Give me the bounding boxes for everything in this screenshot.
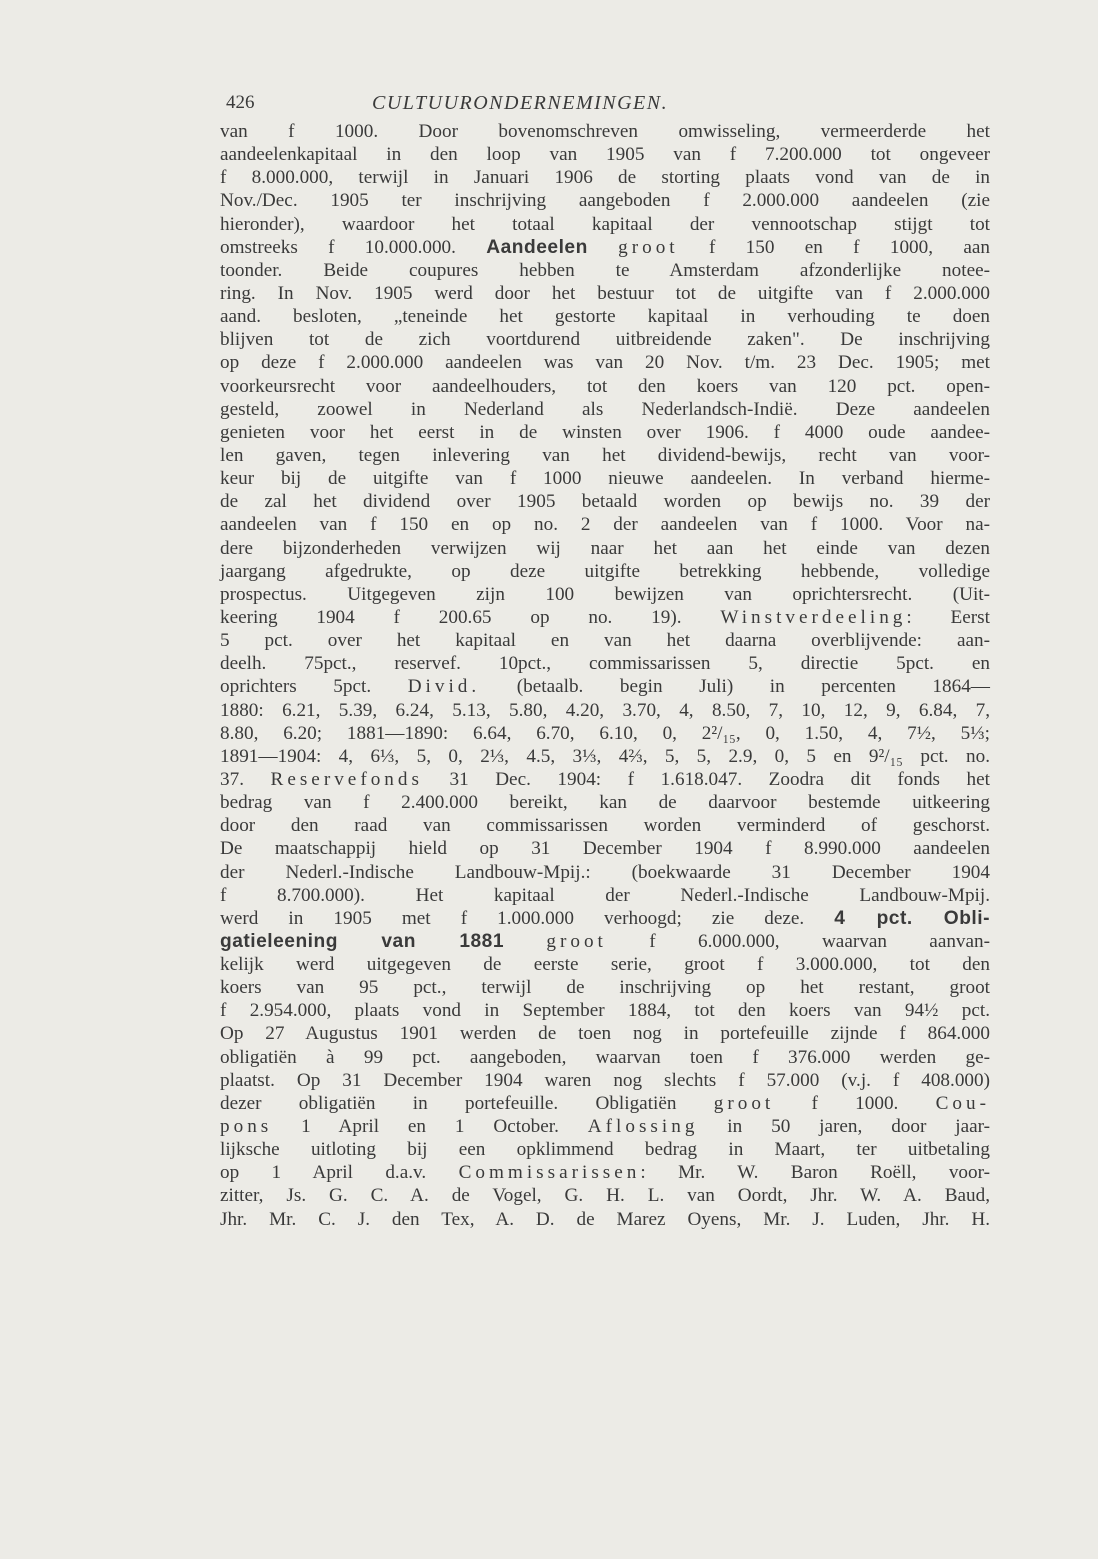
text-line <box>220 560 990 583</box>
spaced-term: pons <box>220 1116 273 1138</box>
text-run: len gaven, tegen inlevering van het dividend-bewijs, recht van voor- <box>220 444 990 466</box>
text-run: dezer obligatiën in portefeuille. Obligatiën <box>220 1092 714 1114</box>
text-line <box>220 1046 990 1069</box>
text-run: op deze f 2.000.000 aandeelen was van 20 Nov. t/m. 23 Dec. 1905; met <box>220 352 990 374</box>
text-run <box>588 237 618 258</box>
text-run: prospectus. Uitgegeven zijn 100 bewijzen van oprichtersrecht. (Uit- <box>220 583 990 605</box>
text-run: f 150 en f 1000, aan <box>678 236 990 258</box>
text-line <box>220 1092 990 1115</box>
text-run: keering 1904 f 200.65 op no. 19). <box>220 606 721 628</box>
text-line <box>220 513 990 536</box>
text-line <box>220 814 990 837</box>
text-run: kelijk werd uitgegeven de eerste serie, groot f 3.000.000, tot den <box>220 954 990 976</box>
text-line <box>220 999 990 1022</box>
text-run: De maatschappij hield op 31 December 1904 f 8.990.000 aandeelen <box>220 838 990 860</box>
text-run: : Mr. W. Baron Roëll, voor- <box>640 1162 990 1184</box>
text-line <box>220 467 990 490</box>
text-line <box>220 444 990 467</box>
text-run: Jhr. Mr. C. J. den Tex, A. D. de Marez Oyens, Mr. J. Luden, Jhr. H. <box>220 1208 990 1230</box>
text-line <box>220 675 990 698</box>
text-line <box>220 791 990 814</box>
spaced-term: groot <box>713 1092 775 1114</box>
text-run: f 2.954.000, plaats vond in September 1884, tot den koers van 94½ pct. <box>220 1000 990 1022</box>
text-line <box>220 398 990 421</box>
text-run: omstreeks f 10.000.000. <box>220 236 487 258</box>
text-line <box>220 1115 990 1138</box>
text-run: 8.80, 6.20; 1881—1890: 6.64, 6.70, 6.10, 0, 2²/₁₅, 0, 1.50, 4, 7½, 5⅓; <box>220 722 990 744</box>
bold-heading: Aandeelen <box>486 236 588 258</box>
text-run: koers van 95 pct., terwijl de inschrijving op het restant, groot <box>220 977 990 999</box>
text-line <box>220 884 990 907</box>
text-line <box>220 1138 990 1161</box>
spaced-term: Cou- <box>935 1092 990 1114</box>
text-run: f 8.700.000). Het kapitaal der Nederl.-Indische Landbouw-Mpij. <box>220 884 990 906</box>
text-run: Nov./Dec. 1905 ter inschrijving aangeboden f 2.000.000 aandeelen (zie <box>220 190 990 212</box>
text-line <box>220 236 990 259</box>
text-run: door den raad van commissarissen worden verminderd of geschorst. <box>220 815 990 837</box>
text-run: (betaalb. begin Juli) in percenten 1864— <box>480 676 990 698</box>
text-line <box>220 629 990 652</box>
text-run: 1 April en 1 October. <box>272 1116 588 1138</box>
text-run: 5 pct. over het kapitaal en van het daarna overblijvende: aan- <box>220 630 990 652</box>
text-line <box>220 861 990 884</box>
running-title: CULTUURONDERNEMINGEN. <box>372 92 669 114</box>
text-line <box>220 1184 990 1207</box>
text-run: dere bijzonderheden verwijzen wij naar het aan het einde van dezen <box>220 537 990 559</box>
spaced-term: Winstverdeeling <box>720 606 907 628</box>
text-line <box>220 1069 990 1092</box>
text-run: gesteld, zoowel in Nederland als Nederlandsch-Indië. Deze aandeelen <box>220 398 990 420</box>
spaced-term: Reservefonds <box>270 768 423 790</box>
text-line <box>220 143 990 166</box>
text-line <box>220 259 990 282</box>
text-run: voorkeursrecht voor aandeelhouders, tot den koers van 120 pct. open- <box>220 375 990 397</box>
text-run: : Eerst <box>906 606 990 628</box>
text-run: hieronder), waardoor het totaal kapitaal der vennootschap stijgt tot <box>220 213 990 235</box>
text-run: jaargang afgedrukte, op deze uitgifte betrekking hebbende, volledige <box>220 560 990 582</box>
spaced-term: Commissarissen <box>458 1162 641 1184</box>
text-line <box>220 930 990 953</box>
text-line <box>220 583 990 606</box>
text-run: 1880: 6.21, 5.39, 6.24, 5.13, 5.80, 4.20, 3.70, 4, 8.50, 7, 10, 12, 9, 6.84, 7, <box>220 699 990 721</box>
text-run <box>504 931 546 952</box>
text-run: op 1 April d.a.v. <box>220 1162 459 1184</box>
text-line <box>220 606 990 629</box>
text-run: Op 27 Augustus 1901 werden de toen nog in portefeuille zijnde f 864.000 <box>220 1023 990 1045</box>
text-run: aand. besloten, „teneinde het gestorte kapitaal in verhouding te doen <box>220 306 990 328</box>
text-line <box>220 213 990 236</box>
text-line <box>220 768 990 791</box>
text-run: deelh. 75pct., reservef. 10pct., commissarissen 5, directie 5pct. en <box>220 653 990 675</box>
text-line <box>220 1022 990 1045</box>
text-line <box>220 166 990 189</box>
spaced-term: groot <box>546 930 607 952</box>
text-run: plaatst. Op 31 December 1904 waren nog slechts f 57.000 (v.j. f 408.000) <box>220 1069 990 1091</box>
text-line <box>220 537 990 560</box>
text-run: aandeelenkapitaal in den loop van 1905 van f 7.200.000 tot ongeveer <box>220 144 990 166</box>
text-run: blijven tot de zich voortdurend uitbreidende zaken". De inschrijving <box>220 329 990 351</box>
text-run: f 6.000.000, waarvan aanvan- <box>606 930 991 952</box>
text-line <box>220 189 990 212</box>
text-line <box>220 421 990 444</box>
text-run: 31 Dec. 1904: f 1.618.047. Zoodra dit fonds het <box>422 768 990 790</box>
text-run: bedrag van f 2.400.000 bereikt, kan de daarvoor bestemde uitkeering <box>220 792 990 814</box>
text-run: f 1000. <box>774 1092 936 1114</box>
text-run: toonder. Beide coupures hebben te Amsterdam afzonderlijke notee- <box>220 259 990 281</box>
text-line <box>220 953 990 976</box>
page-number: 426 <box>226 92 255 113</box>
text-run: zitter, Js. G. C. A. de Vogel, G. H. L. van Oordt, Jhr. W. A. Baud, <box>220 1185 990 1207</box>
text-line <box>220 722 990 745</box>
text-line <box>220 490 990 513</box>
text-run: werd in 1905 met f 1.000.000 verhoogd; zie deze. <box>220 907 835 929</box>
text-line <box>220 652 990 675</box>
text-line <box>220 699 990 722</box>
text-run: genieten voor het eerst in de winsten over 1906. f 4000 oude aandee- <box>220 421 990 443</box>
text-run: in 50 jaren, door jaar- <box>698 1116 990 1138</box>
bold-heading: gatieleening van 1881 <box>220 930 505 952</box>
spaced-term: Aflossing <box>587 1116 699 1138</box>
text-run: f 8.000.000, terwijl in Januari 1906 de storting plaats vond van de in <box>220 167 990 189</box>
text-line <box>220 976 990 999</box>
text-run: lijksche uitloting bij een opklimmend bedrag in Maart, ter uitbetaling <box>220 1139 990 1161</box>
bold-heading: 4 pct. Obli- <box>834 907 990 929</box>
text-run: obligatiën à 99 pct. aangeboden, waarvan toen f 376.000 werden ge- <box>220 1046 990 1068</box>
text-run: de zal het dividend over 1905 betaald worden op bewijs no. 39 der <box>220 491 990 513</box>
text-run: ring. In Nov. 1905 werd door het bestuur tot de uitgifte van f 2.000.000 <box>220 282 990 304</box>
text-run: 37. <box>220 768 271 790</box>
text-line <box>220 120 990 143</box>
text-line <box>220 375 990 398</box>
text-run: oprichters 5pct. <box>220 676 408 698</box>
text-line <box>220 351 990 374</box>
spaced-term: groot <box>618 236 679 258</box>
text-line <box>220 837 990 860</box>
text-run: 1891—1904: 4, 6⅓, 5, 0, 2⅓, 4.5, 3⅓, 4⅔, 5, 5, 2.9, 0, 5 en 9²/₁₅ pct. no. <box>220 745 990 767</box>
text-line <box>220 328 990 351</box>
text-line <box>220 907 990 930</box>
text-run: aandeelen van f 150 en op no. 2 der aandeelen van f 1000. Voor na- <box>220 514 990 536</box>
text-line <box>220 1161 990 1184</box>
text-line <box>220 745 990 768</box>
text-line <box>220 1208 990 1231</box>
text-run: van f 1000. Door bovenomschreven omwisseling, vermeerderde het <box>220 121 990 142</box>
text-line <box>220 305 990 328</box>
text-line <box>220 282 990 305</box>
spaced-term: Divid. <box>407 676 481 698</box>
text-run: keur bij de uitgifte van f 1000 nieuwe aandeelen. In verband hierme- <box>220 468 990 490</box>
text-run: der Nederl.-Indische Landbouw-Mpij.: (boekwaarde 31 December 1904 <box>220 861 990 883</box>
body-text <box>220 120 990 1231</box>
